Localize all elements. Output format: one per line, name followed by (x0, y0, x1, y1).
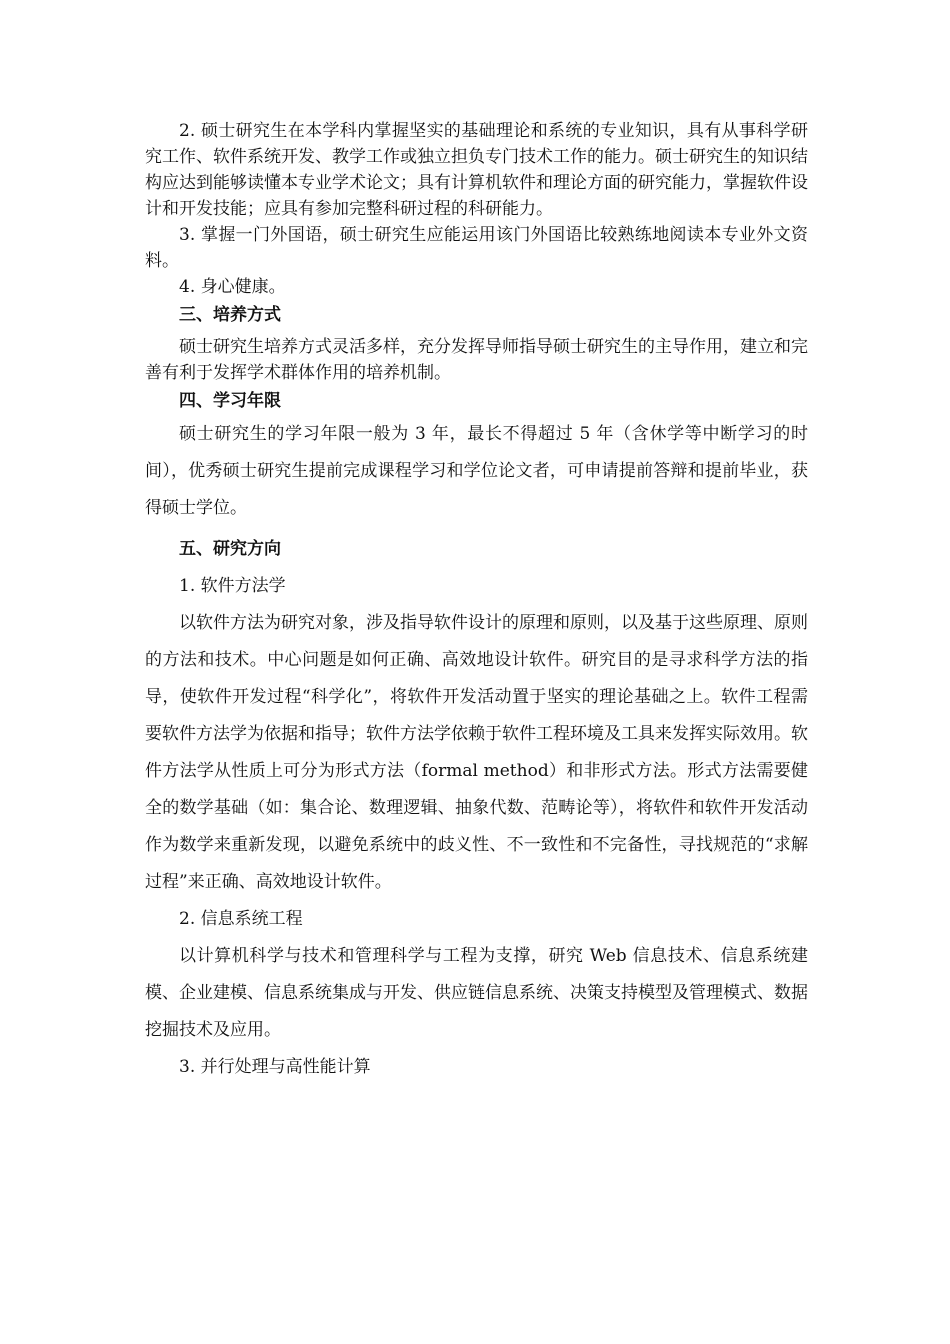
direction-1-title: 1. 软件方法学 (179, 576, 286, 596)
direction-2-body: 以计算机科学与技术和管理科学与工程为支撑，研究 Web 信息技术、信息系统建模、企业建模、信息系统集成与开发、供应链信息系统、决策支持模型及管理模式、数据挖掘技术及应用。 (145, 946, 808, 1040)
heading-research-directions: 五、研究方向 (179, 539, 281, 559)
paragraph-study-years: 硕士研究生的学习年限一般为 3 年，最长不得超过 5 年（含休学等中断学习的时间），优秀硕士研究生提前完成课程学习和学位论文者，可申请提前答辩和提前毕业，获得硕士学位。 (145, 424, 808, 518)
paragraph-requirement-3: 3. 掌握一门外国语，硕士研究生应能运用该门外国语比较熟练地阅读本专业外文资料。 (145, 225, 808, 271)
heading-study-years: 四、学习年限 (179, 391, 281, 411)
paragraph-requirement-2: 2. 硕士研究生在本学科内掌握坚实的基础理论和系统的专业知识，具有从事科学研究工作、软件系统开发、教学工作或独立担负专门技术工作的能力。硕士研究生的知识结构应达到能够读懂本专业学术论文；具有计算机软件和理论方面的研究能力，掌握软件设计和开发技能；应具有参加完整科研过程的科研能力。 (145, 121, 808, 219)
requirements-block (145, 118, 808, 300)
paragraph-training-mode: 硕士研究生培养方式灵活多样，充分发挥导师指导硕士研究生的主导作用，建立和完善有利于发挥学术群体作用的培养机制。 (145, 337, 808, 383)
paragraph-requirement-4: 4. 身心健康。 (179, 277, 286, 297)
direction-2-title: 2. 信息系统工程 (179, 909, 303, 929)
document-body (145, 118, 808, 1086)
heading-training-mode: 三、培养方式 (179, 305, 281, 325)
direction-3-title: 3. 并行处理与高性能计算 (179, 1057, 371, 1077)
direction-1-body: 以软件方法为研究对象，涉及指导软件设计的原理和原则，以及基于这些原理、原则的方法和技术。中心问题是如何正确、高效地设计软件。研究目的是寻求科学方法的指导，使软件开发过程“科学化”，将软件开发活动置于坚实的理论基础之上。软件工程需要软件方法学为依据和指导；软件方法学依赖于软件工程环境及工具来发挥实际效用。软件方法学从性质上可分为形式方法（formal method）和非形式方法。形式方法需要健全的数学基础（如：集合论、数理逻辑、抽象代数、范畴论等），将软件和软件开发活动作为数学来重新发现，以避免系统中的歧义性、不一致性和不完备性，寻找规范的“求解过程”来正确、高效地设计软件。 (145, 613, 808, 892)
